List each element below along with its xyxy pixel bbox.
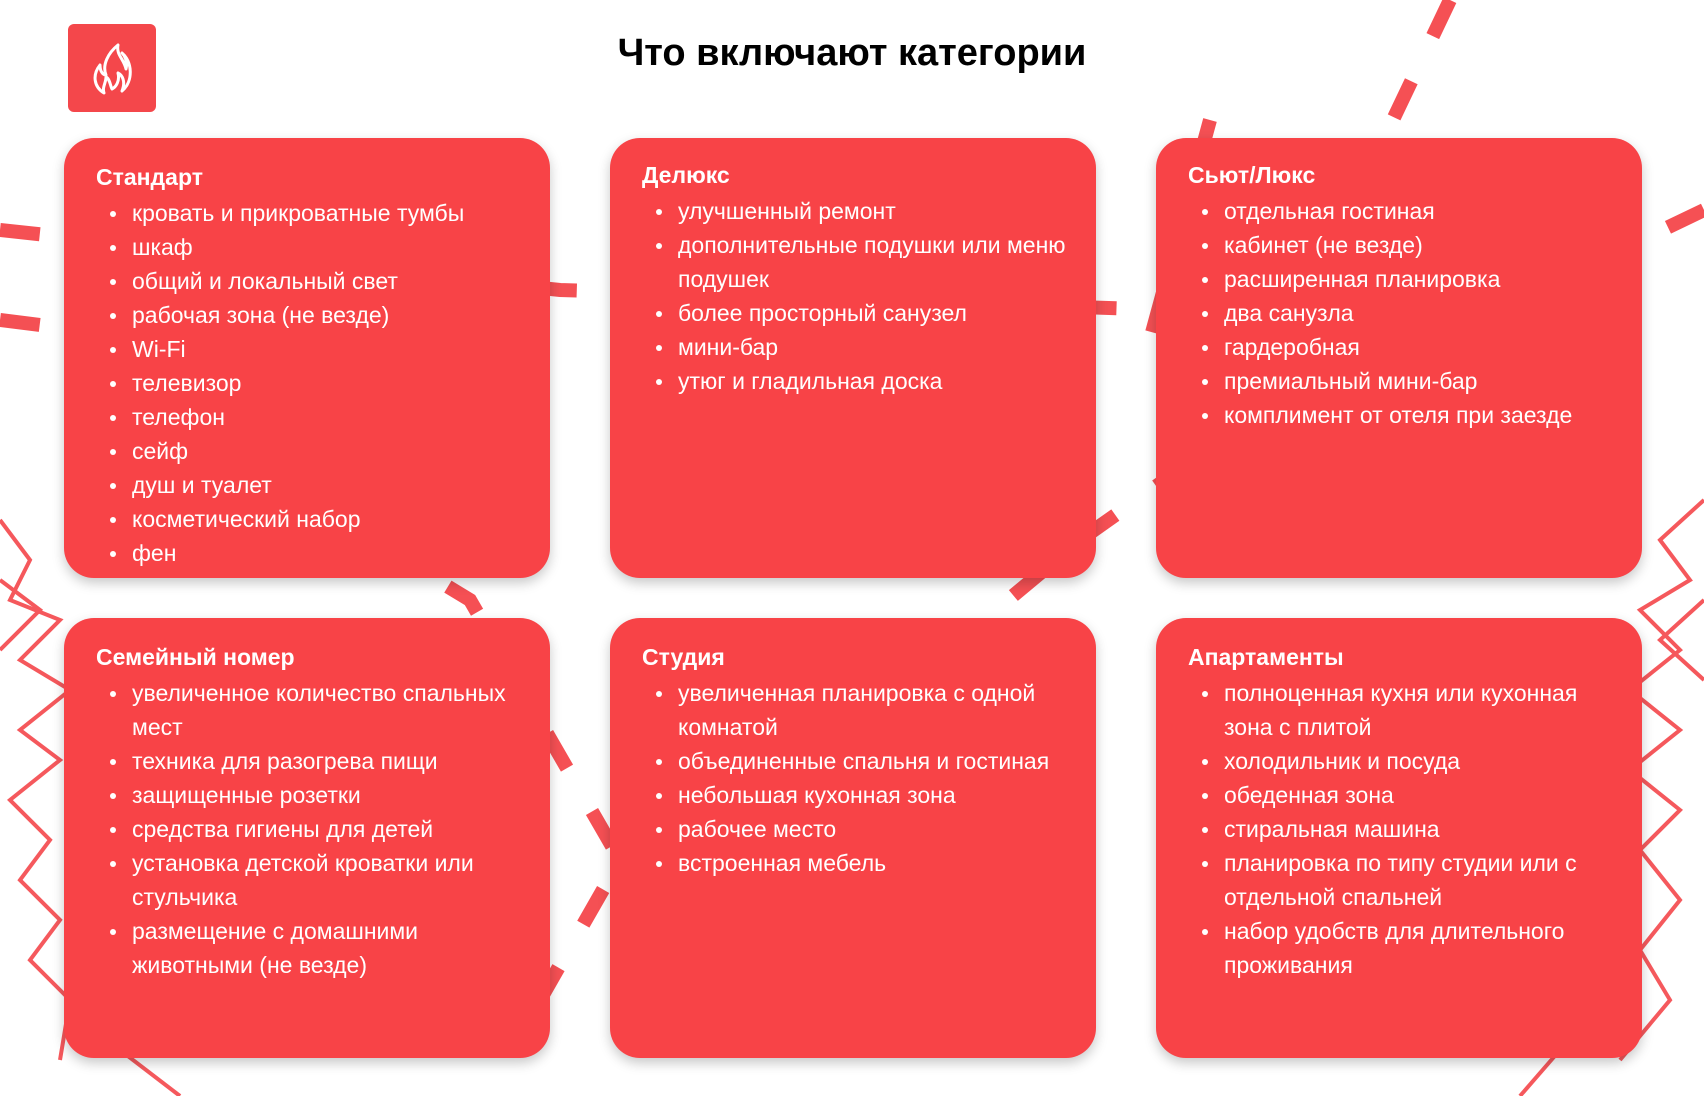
list-item: дополнительные подушки или меню подушек	[656, 228, 1076, 296]
list-item: планировка по типу студии или с отдельной спальней	[1202, 846, 1622, 914]
list-item: техника для разогрева пищи	[110, 744, 530, 778]
list-item: общий и локальный свет	[110, 264, 530, 298]
feature-list	[642, 194, 1076, 398]
list-item: более просторный санузел	[656, 296, 1076, 330]
list-item: встроенная мебель	[656, 846, 1076, 880]
list-item: небольшая кухонная зона	[656, 778, 1076, 812]
list-item: утюг и гладильная доска	[656, 364, 1076, 398]
list-item: рабочая зона (не везде)	[110, 298, 530, 332]
list-item: отдельная гостиная	[1202, 194, 1622, 228]
list-item: сейф	[110, 434, 530, 468]
list-item: комплимент от отеля при заезде	[1202, 398, 1622, 432]
category-card-standard	[64, 138, 550, 578]
feature-list	[1188, 194, 1622, 432]
card-title: Сьют/Люкс	[1188, 162, 1316, 188]
list-item: средства гигиены для детей	[110, 812, 530, 846]
card-title: Стандарт	[96, 164, 203, 190]
category-card-family	[64, 618, 550, 1058]
category-card-suite	[1156, 138, 1642, 578]
list-item: душ и туалет	[110, 468, 530, 502]
list-item: защищенные розетки	[110, 778, 530, 812]
list-item: набор удобств для длительного проживания	[1202, 914, 1622, 982]
list-item: косметический набор	[110, 502, 530, 536]
list-item: Wi-Fi	[110, 332, 530, 366]
list-item: стиральная машина	[1202, 812, 1622, 846]
category-card-apartments	[1156, 618, 1642, 1058]
list-item: размещение с домашними животными (не везде)	[110, 914, 530, 982]
list-item: установка детской кроватки или стульчика	[110, 846, 530, 914]
card-title: Семейный номер	[96, 644, 295, 670]
feature-list	[642, 676, 1076, 880]
list-item: гардеробная	[1202, 330, 1622, 364]
feature-list	[1188, 676, 1622, 982]
list-item: объединенные спальня и гостиная	[656, 744, 1076, 778]
list-item: премиальный мини-бар	[1202, 364, 1622, 398]
list-item: кабинет (не везде)	[1202, 228, 1622, 262]
list-item: шкаф	[110, 230, 530, 264]
card-title: Делюкс	[642, 162, 730, 188]
list-item: кровать и прикроватные тумбы	[110, 196, 530, 230]
list-item: холодильник и посуда	[1202, 744, 1622, 778]
page-title: Что включают категории	[617, 32, 1087, 74]
list-item: телевизор	[110, 366, 530, 400]
list-item: рабочее место	[656, 812, 1076, 846]
list-item: увеличенная планировка с одной комнатой	[656, 676, 1076, 744]
category-card-deluxe	[610, 138, 1096, 578]
list-item: мини-бар	[656, 330, 1076, 364]
feature-list	[96, 196, 530, 570]
list-item: расширенная планировка	[1202, 262, 1622, 296]
list-item: два санузла	[1202, 296, 1622, 330]
list-item: телефон	[110, 400, 530, 434]
list-item: полноценная кухня или кухонная зона с плитой	[1202, 676, 1622, 744]
list-item: увеличенное количество спальных мест	[110, 676, 530, 744]
card-title: Студия	[642, 644, 725, 670]
list-item: фен	[110, 536, 530, 570]
list-item: улучшенный ремонт	[656, 194, 1076, 228]
card-title: Апартаменты	[1188, 644, 1344, 670]
category-card-studio	[610, 618, 1096, 1058]
feature-list	[96, 676, 530, 982]
list-item: обеденная зона	[1202, 778, 1622, 812]
